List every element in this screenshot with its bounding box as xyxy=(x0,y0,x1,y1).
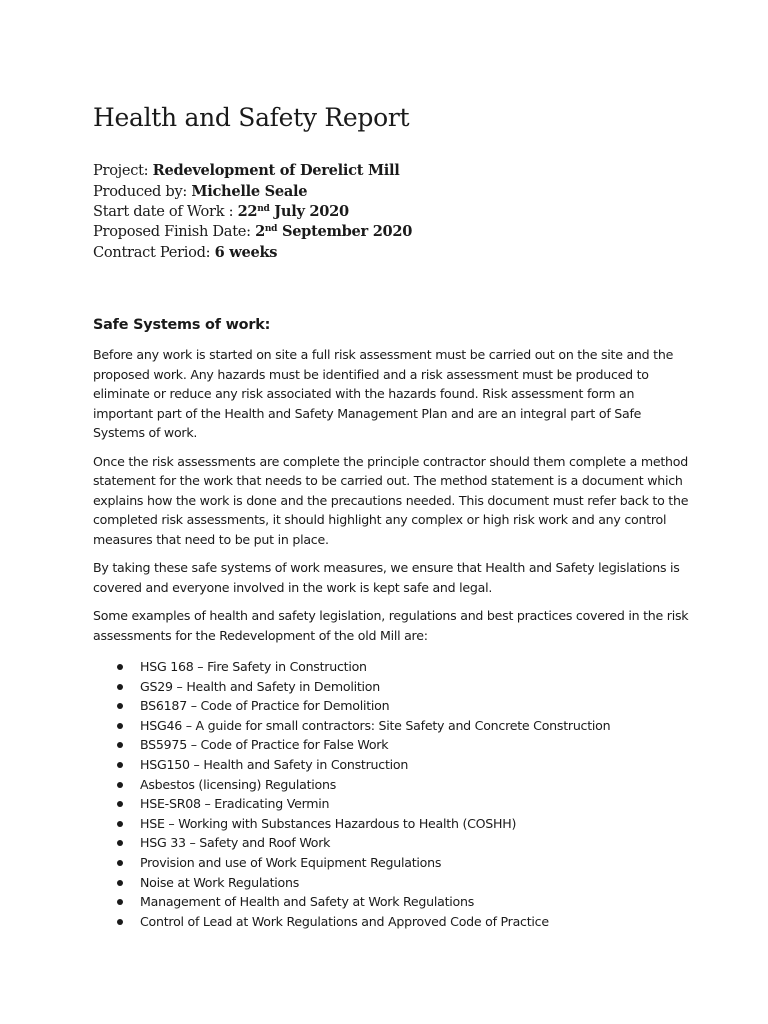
list-item xyxy=(93,833,693,853)
list-item-text: BS6187 – Code of Practice for Demolition xyxy=(140,698,390,714)
list-item-text: GS29 – Health and Safety in Demolition xyxy=(140,678,380,694)
bullet-icon xyxy=(117,782,123,788)
start-date-suffix: nd xyxy=(257,204,270,214)
list-item-text: HSE – Working with Substances Hazardous to Health (COSHH) xyxy=(140,815,517,831)
list-item xyxy=(93,775,693,795)
list-item xyxy=(93,873,693,893)
list-item-text: Noise at Work Regulations xyxy=(140,874,300,890)
paragraph-examples-intro: Some examples of health and safety legislation, regulations and best practices covered in the risk assessments for the Redevelopment of the old Mill are: xyxy=(93,608,689,643)
produced-by-label: Produced by: xyxy=(93,183,192,200)
bullet-icon xyxy=(117,860,123,866)
finish-date-label: Proposed Finish Date: xyxy=(93,223,256,240)
list-item-text: HSG 33 – Safety and Roof Work xyxy=(140,835,331,851)
project-details xyxy=(93,160,412,263)
start-date-day: 22 xyxy=(237,203,258,220)
bullet-icon xyxy=(117,664,123,670)
document-title: Health and Safety Report xyxy=(93,103,410,132)
finish-date-rest: September 2020 xyxy=(277,223,413,240)
list-item-text: Asbestos (licensing) Regulations xyxy=(140,776,337,792)
list-item xyxy=(93,794,693,814)
list-item xyxy=(93,912,693,932)
list-item xyxy=(93,853,693,873)
bullet-icon xyxy=(117,919,123,925)
list-item-text: HSG 168 – Fire Safety in Construction xyxy=(140,659,367,674)
list-item-text: Management of Health and Safety at Work Regulations xyxy=(140,894,475,910)
produced-by-value: Michelle Seale xyxy=(191,183,308,200)
bullet-icon xyxy=(117,899,123,905)
list-item-text: Provision and use of Work Equipment Regulations xyxy=(140,854,442,870)
start-date-line xyxy=(93,202,412,222)
project-value: Redevelopment of Derelict Mill xyxy=(152,162,400,179)
contract-period-line xyxy=(93,242,412,263)
list-item xyxy=(93,716,693,736)
list-item-text: BS5975 – Code of Practice for False Work xyxy=(140,737,389,753)
list-item xyxy=(93,657,693,677)
bullet-icon xyxy=(117,840,123,846)
paragraph-safe-systems: By taking these safe systems of work measures, we ensure that Health and Safety legislations is covered and everyone involved in the work is kept safe and legal. xyxy=(93,560,680,595)
list-item xyxy=(93,677,693,697)
start-date-rest: July 2020 xyxy=(269,203,349,220)
list-item-text: Control of Lead at Work Regulations and Approved Code of Practice xyxy=(140,913,549,929)
list-item xyxy=(93,696,693,716)
list-item-text: HSE-SR08 – Eradicating Vermin xyxy=(140,796,330,812)
list-item-text: HSG46 – A guide for small contractors: Site Safety and Concrete Construction xyxy=(140,717,611,733)
bullet-icon xyxy=(117,762,123,768)
produced-by-line xyxy=(93,181,412,202)
legislation-list xyxy=(93,657,693,931)
paragraph-method-statement: Once the risk assessments are complete the principle contractor should them complete a method statement for the work that needs to be carried out. The method statement is a document which explains how the work is done and the precautions needed. This document must refer back to the completed risk assessments, it should highlight any complex or high risk work and any control measures that need to be put in place. xyxy=(93,453,689,547)
list-item xyxy=(93,892,693,912)
finish-date-suffix: nd xyxy=(264,224,278,234)
bullet-icon xyxy=(117,880,123,886)
bullet-icon xyxy=(117,821,123,827)
finish-date-day: 2 xyxy=(255,223,265,240)
bullet-icon xyxy=(117,703,123,709)
paragraph-risk-assessment: Before any work is started on site a full risk assessment must be carried out on the site and the proposed work. Any hazards must be identified and a risk assessment must be produced to eliminate or reduce any risk associated with the hazards found. Risk assessment form an important part of the Health and Safety Management Plan and are an integral part of Safe Systems of work. xyxy=(93,347,674,440)
contract-period-label: Contract Period: xyxy=(93,244,215,261)
section-heading: Safe Systems of work: xyxy=(93,317,271,333)
section-body xyxy=(93,345,693,931)
list-item xyxy=(93,735,693,755)
bullet-icon xyxy=(117,742,123,748)
list-item xyxy=(93,814,693,834)
list-item-text: HSG150 – Health and Safety in Construction xyxy=(140,756,409,772)
finish-date-line xyxy=(93,222,412,242)
project-line xyxy=(93,160,412,181)
start-date-label: Start date of Work : xyxy=(93,203,238,220)
bullet-icon xyxy=(117,723,123,729)
bullet-icon xyxy=(117,801,123,807)
contract-period-value: 6 weeks xyxy=(214,244,278,261)
project-label: Project: xyxy=(93,162,153,179)
list-item xyxy=(93,755,693,775)
bullet-icon xyxy=(117,684,123,690)
